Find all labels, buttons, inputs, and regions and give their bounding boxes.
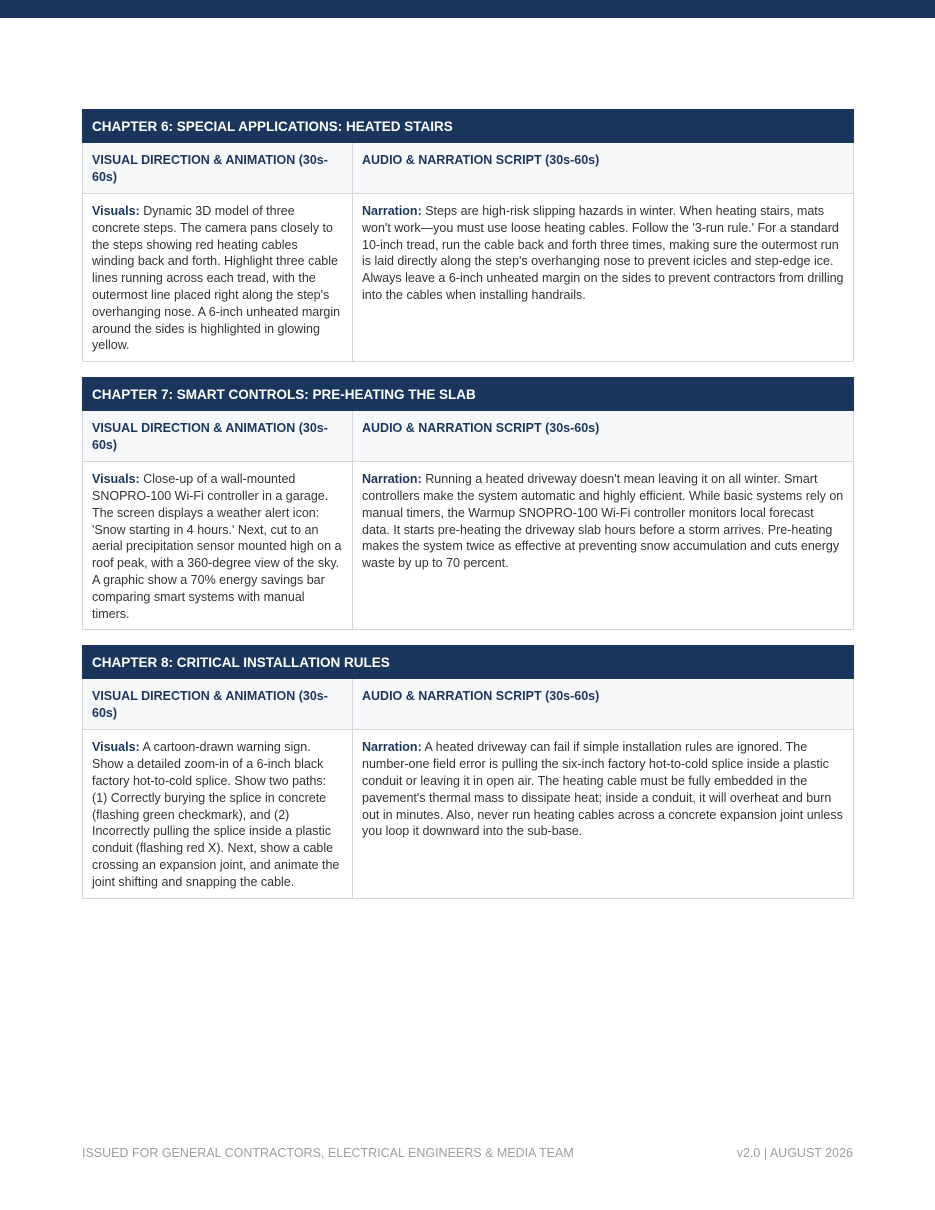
narration-text: Steps are high-risk slipping hazards in winter. When heating stairs, mats won't work—you must use loose heating cables. Follow the '3-run rule.' For a standard 10-inch tread, run the cable back and forth three times, making sure the outermost run is laid directly along the step's overhanging nose to prevent icicles and step-edge ice. Always leave a 6-inch unheated margin on the sides to prevent contractors from drilling into the cables when installing handrails. <box>362 204 844 302</box>
narration-label: Narration: <box>362 472 422 487</box>
audio-column-header: AUDIO & NARRATION SCRIPT (30s-60s) <box>353 679 854 730</box>
visual-cell <box>83 462 353 630</box>
footer-audience: ISSUED FOR GENERAL CONTRACTORS, ELECTRICAL ENGINEERS & MEDIA TEAM <box>82 1146 574 1160</box>
visuals-text: Close-up of a wall-mounted SNOPRO-100 Wi-Fi controller in a garage. The screen displays a weather alert icon: 'Snow starting in 4 hours.' Next, cut to an aerial precipitation sensor mounted high on a roof peak, with a 360-degree view of the sky. A graphic show a 70% energy savings bar comparing smart systems with manual timers. <box>92 472 342 621</box>
visuals-text: Dynamic 3D model of three concrete steps. The camera pans closely to the steps showing red heating cables winding back and forth. Highlight three cable lines running across each tread, with the outermost line placed right along the step's overhanging nose. A 6-inch unheated margin around the sides is highlighted in glowing yellow. <box>92 204 341 353</box>
chapter-7-table <box>82 377 854 630</box>
chapter-8-table <box>82 645 854 898</box>
audio-column-header: AUDIO & NARRATION SCRIPT (30s-60s) <box>353 143 854 194</box>
footer-version: v2.0 | AUGUST 2026 <box>736 1146 853 1160</box>
visual-column-header: VISUAL DIRECTION & ANIMATION (30s-60s) <box>83 679 353 730</box>
visual-cell <box>83 730 353 898</box>
visuals-text: A cartoon-drawn warning sign. Show a detailed zoom-in of a 6-inch black factory hot-to-cold splice. Show two paths: (1) Correctly burying the splice in concrete (flashing green checkmark), and (2) Incorrectly pulling the splice inside a plastic conduit (flashing red X). Next, show a cable crossing an expansion joint, and animate the joint shifting and snapping the cable. <box>92 740 340 889</box>
header-bar <box>0 0 935 18</box>
narration-text: A heated driveway can fail if simple installation rules are ignored. The number-one field error is pulling the six-inch factory hot-to-cold splice inside a plastic conduit or leaving it in open air. The heating cable must be fully embedded in the pavement's thermal mass to dissipate heat; inside a conduit, it will overheat and burn out in minutes. Also, never run heating cables across a concrete expansion joint unless you loop it downward into the sub-base. <box>362 740 843 839</box>
narration-cell <box>353 462 854 630</box>
audio-column-header: AUDIO & NARRATION SCRIPT (30s-60s) <box>353 411 854 462</box>
script-content <box>82 109 853 914</box>
chapter-6-table <box>82 109 854 362</box>
narration-cell <box>353 730 854 898</box>
chapter-title: CHAPTER 7: SMART CONTROLS: PRE-HEATING THE SLAB <box>83 378 854 411</box>
chapter-title: CHAPTER 8: CRITICAL INSTALLATION RULES <box>83 646 854 679</box>
narration-label: Narration: <box>362 740 422 755</box>
narration-cell <box>353 194 854 362</box>
narration-label: Narration: <box>362 204 422 218</box>
visual-cell <box>83 194 353 362</box>
visuals-label: Visuals: <box>92 472 140 487</box>
narration-text: Running a heated driveway doesn't mean leaving it on all winter. Smart controllers make the system automatic and highly efficient. While basic systems rely on manual timers, the Warmup SNOPRO-100 Wi-Fi controller monitors local forecast data. It starts pre-heating the driveway slab hours before a storm arrives. Pre-heating makes the system twice as effective at preventing snow accumulation and cuts energy waste by up to 70 percent. <box>362 472 844 571</box>
chapter-title: CHAPTER 6: SPECIAL APPLICATIONS: HEATED STAIRS <box>83 110 854 143</box>
visuals-label: Visuals: <box>92 204 140 218</box>
visuals-label: Visuals: <box>92 740 140 755</box>
visual-column-header: VISUAL DIRECTION & ANIMATION (30s-60s) <box>83 411 353 462</box>
visual-column-header: VISUAL DIRECTION & ANIMATION (30s-60s) <box>83 143 353 194</box>
